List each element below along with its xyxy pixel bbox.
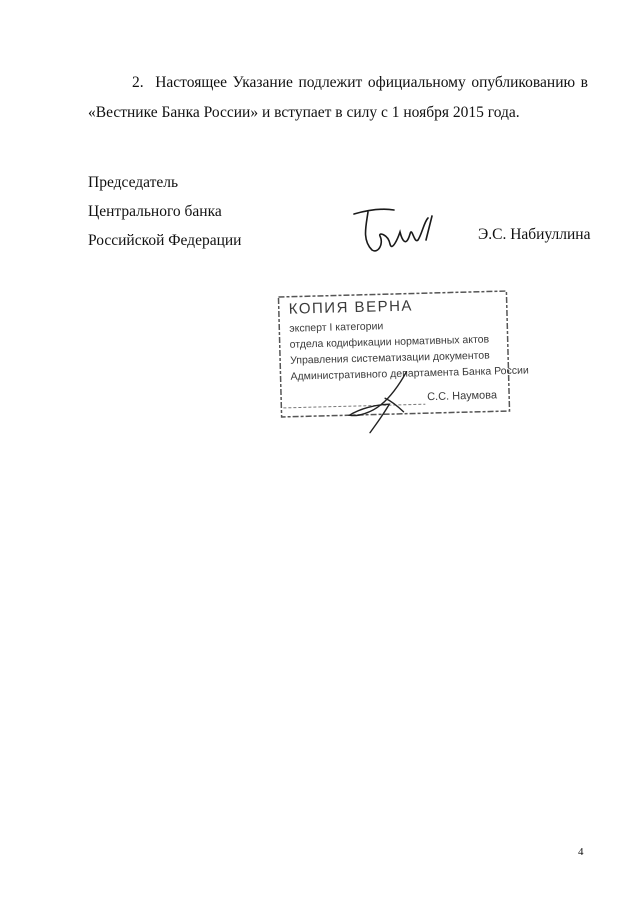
stamp-organization: Административного департамента Банка России [290, 364, 529, 383]
stamp-division: Управления систематизации документов [289, 349, 490, 367]
stamp-position: эксперт I категории [289, 320, 384, 335]
stamp-handwritten-signature [336, 367, 428, 439]
signatory-title [88, 168, 241, 255]
stamp-title: КОПИЯ ВЕРНА [288, 297, 414, 318]
stamp-department: отдела кодификации нормативных актов [289, 333, 490, 351]
signatory-line-2: Центрального банка [88, 203, 222, 220]
signatory-name: Э.С. Набиуллина [478, 226, 591, 243]
copy-certified-stamp [276, 289, 529, 419]
paragraph-2 [88, 68, 588, 128]
page-number: 4 [578, 846, 584, 858]
paragraph-number: 2. [132, 74, 144, 91]
handwritten-signature [348, 204, 448, 264]
signatory-line-1: Председатель [88, 174, 179, 191]
stamp-signer: С.С. Наумова [426, 389, 498, 404]
signatory-line-3: Российской Федерации [88, 232, 242, 249]
paragraph-text: Настоящее Указание подлежит официальному опубликованию в «Вестнике Банка России» и вступает в силу с 1 ноября 2015 года. [88, 74, 589, 121]
